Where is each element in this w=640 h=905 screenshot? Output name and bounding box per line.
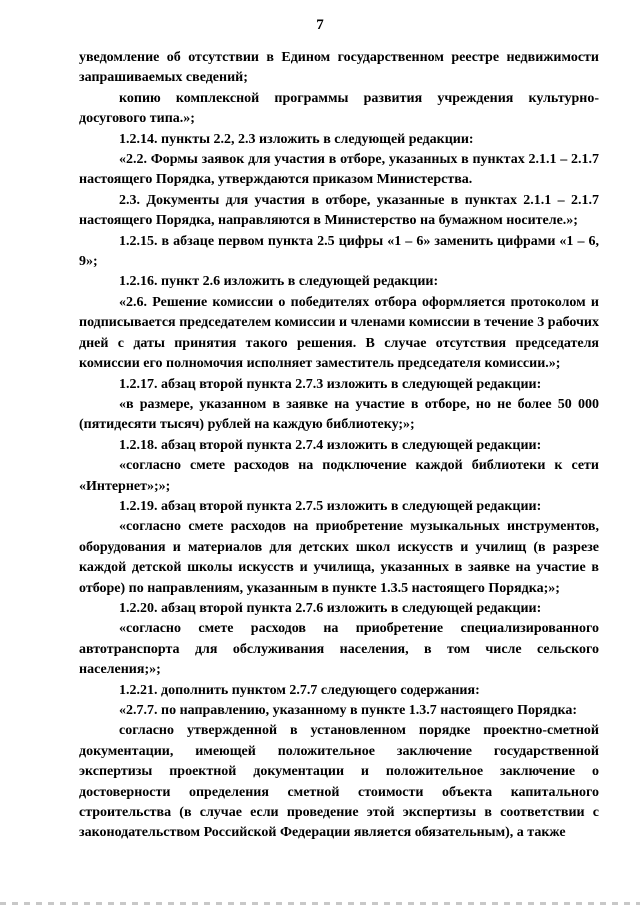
paragraph: 2.3. Документы для участия в отборе, указанные в пунктах 2.1.1 – 2.1.7 настоящего Порядка, направляются в Министерство на бумажном носителе.»; (79, 192, 599, 229)
page-number: 7 (316, 17, 324, 33)
paragraph: копию комплексной программы развития учреждения культурно-досугового типа.»; (79, 90, 599, 127)
paragraph: «2.6. Решение комиссии о победителях отбора оформляется протоколом и подписывается председателем комиссии и членами комиссии в течение 3 рабочих дней с даты принятия такого решения. В случае отсутствия председателя комиссии его полномочия исполняет заместитель председателя комиссии.»; (79, 294, 599, 372)
paragraph: «2.2. Формы заявок для участия в отборе, указанных в пунктах 2.1.1 – 2.1.7 настоящего Порядка, утверждаются приказом Министерства. (79, 152, 599, 188)
paragraph: 1.2.19. абзац второй пункта 2.7.5 изложить в следующей редакции: (119, 498, 542, 514)
document-body (79, 48, 599, 844)
paragraph: 1.2.18. абзац второй пункта 2.7.4 изложить в следующей редакции: (119, 437, 542, 453)
paragraph: 1.2.15. в абзаце первом пункта 2.5 цифры «1 – 6» заменить цифрами «1 – 6, 9»; (79, 233, 599, 270)
paragraph: «согласно смете расходов на приобретение специализированного автотранспорта для обслуживания населения, в том числе сельского населения;»; (79, 621, 599, 678)
paragraph: 1.2.21. дополнить пунктом 2.7.7 следующего содержания: (119, 682, 480, 698)
paragraph: уведомление об отсутствии в Едином государственном реестре недвижимости запрашиваемых сведений; (79, 50, 599, 86)
paragraph: «согласно смете расходов на приобретение музыкальных инструментов, оборудования и материалов для детских школ искусств и училищ (в разрезе каждой детской школы искусств и училища, указанных в заявке на участие в отборе) по направлениям, указанным в пункте 1.3.5 настоящего Порядка;»; (79, 519, 599, 596)
paragraph: 1.2.14. пункты 2.2, 2.3 изложить в следующей редакции: (119, 131, 474, 147)
paragraph: «2.7.7. по направлению, указанному в пункте 1.3.7 настоящего Порядка: (119, 703, 577, 718)
paragraph: 1.2.17. абзац второй пункта 2.7.3 изложить в следующей редакции: (119, 376, 542, 392)
paragraph: 1.2.20. абзац второй пункта 2.7.6 изложить в следующей редакции: (119, 600, 542, 616)
paragraph: «согласно смете расходов на подключение каждой библиотеки к сети «Интернет»;»; (79, 458, 599, 494)
paragraph: «в размере, указанном в заявке на участие в отборе, но не более 50 000 (пятидесяти тысяч) рублей на каждую библиотеку;»; (79, 396, 599, 433)
paragraph: согласно утвержденной в установленном порядке проектно-сметной документации, имеющей положительное заключение государственной экспертизы проектной документации и положительное заключение о достоверности определения сметной стоимости объекта капитального строительства (в случае если проведение этой экспертизы в соответствии с законодательством Российской Федерации является обязательным), а также (79, 723, 599, 841)
paragraph: 1.2.16. пункт 2.6 изложить в следующей редакции: (119, 274, 439, 290)
